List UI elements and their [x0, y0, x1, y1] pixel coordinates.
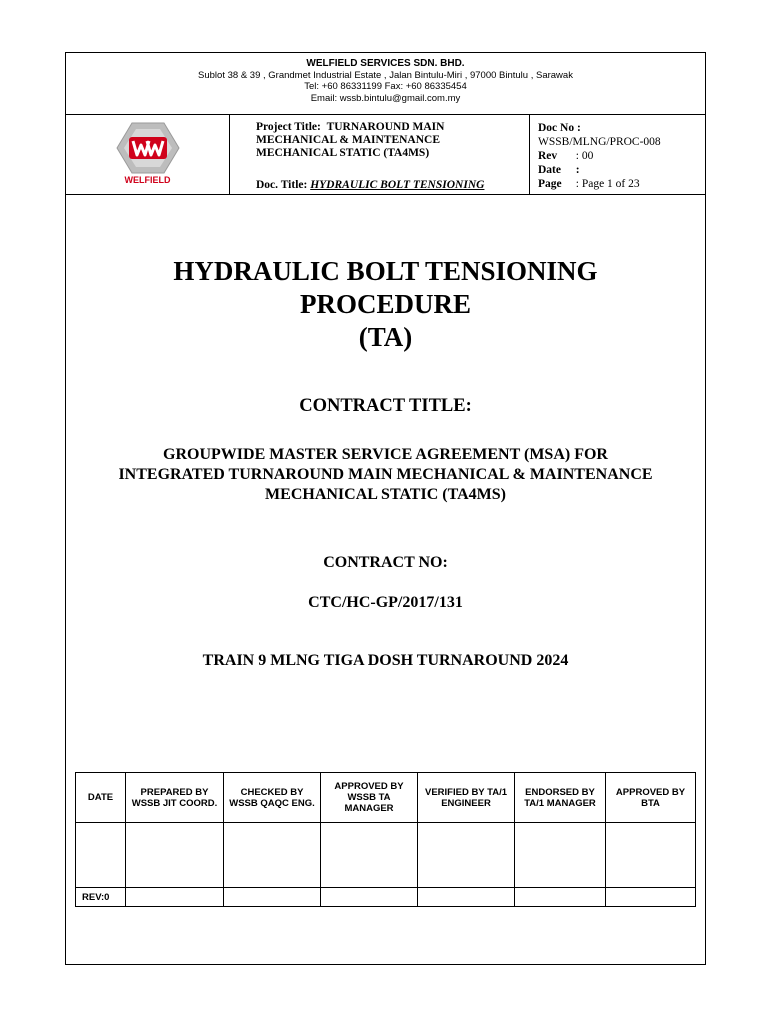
- signature-row: [76, 823, 696, 888]
- doc-title-label: Doc. Title:: [256, 179, 308, 191]
- project-line3: MECHANICAL STATIC (TA4MS): [256, 147, 430, 159]
- doc-no: WSSB/MLNG/PROC-008: [538, 136, 661, 148]
- doc-title: HYDRAULIC BOLT TENSIONING: [310, 179, 485, 191]
- document-header: [66, 115, 705, 195]
- company-address: Sublot 38 & 39 , Grandmet Industrial Estate , Jalan Bintulu-Miri , 97000 Bintulu , Sarawak: [198, 69, 573, 81]
- msa-line1: GROUPWIDE MASTER SERVICE AGREEMENT (MSA) FOR: [163, 446, 608, 463]
- train-title: TRAIN 9 MLNG TIGA DOSH TURNAROUND 2024: [202, 652, 569, 669]
- company-header: [66, 53, 705, 115]
- title-line2: PROCEDURE: [299, 289, 471, 319]
- header-date: DATE: [76, 773, 126, 823]
- contract-no-label: CONTRACT NO:: [323, 554, 448, 571]
- project-line2: MECHANICAL & MAINTENANCE: [256, 134, 441, 146]
- page-value: : Page 1 of 23: [575, 178, 640, 190]
- revision-cell: [606, 888, 696, 907]
- header-endorsed-by: ENDORSED BY TA/1 MANAGER: [515, 773, 606, 823]
- revision-cell: [418, 888, 515, 907]
- welfield-logo-icon: [116, 121, 180, 175]
- date-value: :: [575, 164, 580, 176]
- signature-cell: [224, 823, 321, 888]
- header-approved-by-bta: APPROVED BY BTA: [606, 773, 696, 823]
- signature-cell: [515, 823, 606, 888]
- header-approved-by-wssb: APPROVED BY WSSB TA MANAGER: [321, 773, 418, 823]
- page-label: Page: [538, 178, 562, 190]
- project-line1: TURNAROUND MAIN: [326, 121, 445, 133]
- revision-label: REV:0: [76, 888, 126, 907]
- approval-header-row: [76, 773, 696, 823]
- signature-cell: [321, 823, 418, 888]
- msa-line3: MECHANICAL STATIC (TA4MS): [265, 486, 506, 503]
- contract-title: [66, 445, 705, 505]
- logo-cell: [66, 115, 230, 194]
- date-label: Date: [538, 164, 561, 176]
- revision-cell: [224, 888, 321, 907]
- signature-cell: [126, 823, 224, 888]
- document-title: [66, 255, 705, 354]
- document-page: [65, 52, 706, 965]
- doc-no-label: Doc No :: [538, 122, 581, 134]
- company-phone: Tel: +60 86331199 Fax: +60 86335454: [304, 81, 467, 93]
- signature-cell: [606, 823, 696, 888]
- revision-cell: [126, 888, 224, 907]
- logo-text: WELFIELD: [124, 175, 171, 185]
- approval-table: [75, 772, 696, 907]
- company-name: WELFIELD SERVICES SDN. BHD.: [306, 58, 465, 69]
- header-checked-by: CHECKED BY WSSB QAQC ENG.: [224, 773, 321, 823]
- signature-cell: [76, 823, 126, 888]
- project-label: Project Title:: [256, 121, 321, 133]
- msa-line2: INTEGRATED TURNAROUND MAIN MECHANICAL & MAINTENANCE: [118, 466, 653, 483]
- title-line1: HYDRAULIC BOLT TENSIONING: [173, 256, 598, 286]
- revision-cell: [321, 888, 418, 907]
- revision-cell: [515, 888, 606, 907]
- contract-no-value: CTC/HC-GP/2017/131: [308, 594, 463, 611]
- doc-info-cell: [530, 115, 705, 200]
- rev-label: Rev: [538, 150, 558, 162]
- rev-value: : 00: [575, 150, 594, 162]
- company-email: Email: wssb.bintulu@gmail.com.my: [310, 92, 461, 104]
- project-cell: [230, 115, 530, 194]
- header-prepared-by: PREPARED BY WSSB JIT COORD.: [126, 773, 224, 823]
- signature-cell: [418, 823, 515, 888]
- header-verified-by: VERIFIED BY TA/1 ENGINEER: [418, 773, 515, 823]
- title-line3: (TA): [358, 322, 413, 352]
- revision-row: [76, 888, 696, 907]
- contract-title-label: CONTRACT TITLE:: [299, 396, 472, 416]
